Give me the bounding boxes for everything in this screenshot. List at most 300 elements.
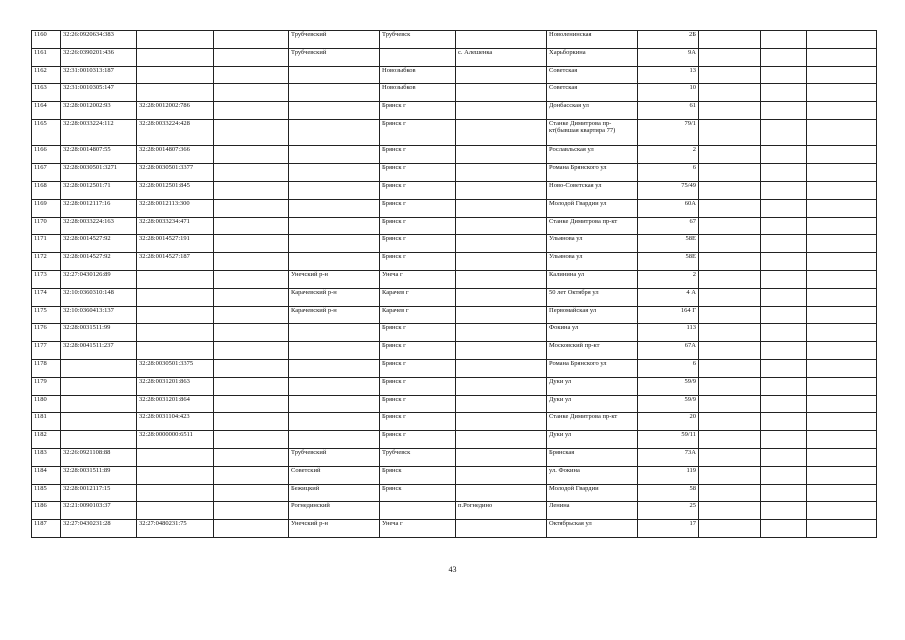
settlement-cell [456,342,547,360]
extra-cell-2 [761,164,807,182]
room-cadastral-cell [137,449,214,467]
house-number-cell: 6 [638,360,699,378]
settlement-cell [456,119,547,146]
extra-cell-3 [807,431,877,449]
room-cadastral-cell: 32:28:0031201:863 [137,377,214,395]
table-row [32,395,877,413]
table-row [32,360,877,378]
street-cell: Дуки ул [547,395,638,413]
room-cadastral-cell: 32:28:0033224:428 [137,119,214,146]
room-cadastral-cell: 32:28:0000000:6511 [137,431,214,449]
row-number-cell: 1168 [32,182,61,200]
district-cell: Трубчевский [289,48,380,66]
extra-cell-3 [807,271,877,289]
extra-cell-3 [807,288,877,306]
district-cell [289,342,380,360]
district-cell [289,360,380,378]
room-cadastral-cell [137,84,214,102]
settlement-cell [456,66,547,84]
cadastral-number-cell [61,431,137,449]
settlement-cell [456,466,547,484]
extra-cell-2 [761,102,807,120]
house-number-cell: 59/9 [638,377,699,395]
room-cadastral-cell: 32:28:0030501:3377 [137,164,214,182]
city-cell: Брянск г [380,342,456,360]
city-cell: Брянск г [380,324,456,342]
district-cell: Советский [289,466,380,484]
blank-cell [214,431,289,449]
district-cell [289,102,380,120]
extra-cell-2 [761,449,807,467]
house-number-cell: 25 [638,502,699,520]
extra-cell-2 [761,431,807,449]
city-cell: Унеча г [380,271,456,289]
extra-cell-2 [761,377,807,395]
row-number-cell: 1173 [32,271,61,289]
city-cell: Брянск г [380,360,456,378]
row-number-cell: 1182 [32,431,61,449]
settlement-cell [456,84,547,102]
blank-cell [214,306,289,324]
row-number-cell: 1178 [32,360,61,378]
extra-cell-3 [807,235,877,253]
extra-cell-2 [761,253,807,271]
street-cell: Станке Димитрова пр-кт [547,413,638,431]
extra-cell-2 [761,413,807,431]
district-cell: Рогнединский [289,502,380,520]
cadastral-number-cell: 32:26:0390201:436 [61,48,137,66]
blank-cell [214,520,289,538]
cadastral-number-cell: 32:28:0030501:3271 [61,164,137,182]
blank-cell [214,102,289,120]
street-cell: Октябрьская ул [547,520,638,538]
extra-cell-1 [699,466,761,484]
table-row [32,182,877,200]
room-cadastral-cell [137,306,214,324]
house-number-cell: 60А [638,199,699,217]
room-cadastral-cell [137,484,214,502]
city-cell: Брянск г [380,102,456,120]
city-cell: Брянск г [380,431,456,449]
settlement-cell [456,271,547,289]
settlement-cell [456,217,547,235]
extra-cell-1 [699,449,761,467]
district-cell: Трубчевский [289,31,380,49]
street-cell: Дуки ул [547,431,638,449]
house-number-cell: 17 [638,520,699,538]
settlement-cell [456,102,547,120]
settlement-cell [456,360,547,378]
table-row [32,66,877,84]
house-number-cell: 10 [638,84,699,102]
extra-cell-1 [699,66,761,84]
cadastral-number-cell: 32:28:0031511:89 [61,466,137,484]
city-cell: Брянск г [380,164,456,182]
settlement-cell [456,324,547,342]
row-number-cell: 1164 [32,102,61,120]
cadastral-number-cell: 32:28:0012117:15 [61,484,137,502]
district-cell [289,182,380,200]
table-row [32,342,877,360]
extra-cell-3 [807,342,877,360]
cadastral-number-cell [61,413,137,431]
extra-cell-3 [807,502,877,520]
extra-cell-2 [761,217,807,235]
house-number-cell: 58Е [638,253,699,271]
extra-cell-1 [699,484,761,502]
city-cell: Брянск г [380,199,456,217]
row-number-cell: 1184 [32,466,61,484]
table-row [32,146,877,164]
house-number-cell: 59/9 [638,395,699,413]
cadastral-number-cell: 32:27:0430231:28 [61,520,137,538]
extra-cell-1 [699,324,761,342]
extra-cell-1 [699,199,761,217]
row-number-cell: 1176 [32,324,61,342]
city-cell: Новозыбков [380,66,456,84]
extra-cell-2 [761,466,807,484]
cadastral-number-cell: 32:27:0430126:89 [61,271,137,289]
table-row [32,119,877,146]
district-cell [289,146,380,164]
table-row [32,449,877,467]
cadastral-number-cell [61,395,137,413]
extra-cell-2 [761,84,807,102]
street-cell: ул. Фокина [547,466,638,484]
city-cell: Брянск г [380,146,456,164]
extra-cell-3 [807,217,877,235]
city-cell: Трубчевск [380,31,456,49]
cadastral-number-cell: 32:28:0014527:92 [61,235,137,253]
table-row [32,466,877,484]
table-row [32,217,877,235]
blank-cell [214,48,289,66]
city-cell: Брянск г [380,217,456,235]
registry-table-body [32,31,877,538]
row-number-cell: 1160 [32,31,61,49]
row-number-cell: 1163 [32,84,61,102]
district-cell: Унечский р-н [289,520,380,538]
table-row [32,484,877,502]
room-cadastral-cell: 32:28:0014807:366 [137,146,214,164]
district-cell [289,119,380,146]
cadastral-number-cell: 32:28:0012117:16 [61,199,137,217]
settlement-cell [456,253,547,271]
table-row [32,164,877,182]
blank-cell [214,502,289,520]
cadastral-number-cell [61,360,137,378]
extra-cell-3 [807,360,877,378]
city-cell [380,48,456,66]
row-number-cell: 1185 [32,484,61,502]
extra-cell-1 [699,84,761,102]
registry-sheet [31,30,876,538]
street-cell: Ново-Советская ул [547,182,638,200]
extra-cell-3 [807,102,877,120]
room-cadastral-cell [137,466,214,484]
district-cell: Карачевский р-н [289,288,380,306]
cadastral-number-cell [61,377,137,395]
city-cell: Карачев г [380,288,456,306]
room-cadastral-cell [137,324,214,342]
cadastral-number-cell: 32:10:0360310:148 [61,288,137,306]
extra-cell-2 [761,502,807,520]
extra-cell-2 [761,324,807,342]
settlement-cell [456,377,547,395]
settlement-cell [456,413,547,431]
blank-cell [214,466,289,484]
extra-cell-1 [699,431,761,449]
extra-cell-2 [761,360,807,378]
extra-cell-1 [699,271,761,289]
table-row [32,288,877,306]
settlement-cell [456,199,547,217]
extra-cell-2 [761,182,807,200]
house-number-cell: 67 [638,217,699,235]
house-number-cell: 6 [638,164,699,182]
extra-cell-1 [699,146,761,164]
settlement-cell [456,288,547,306]
settlement-cell [456,31,547,49]
extra-cell-3 [807,306,877,324]
city-cell: Брянск г [380,182,456,200]
blank-cell [214,235,289,253]
city-cell: Брянск г [380,395,456,413]
settlement-cell [456,146,547,164]
district-cell [289,66,380,84]
house-number-cell: 2Б [638,31,699,49]
street-cell: Брянская [547,449,638,467]
extra-cell-2 [761,342,807,360]
house-number-cell: 13 [638,66,699,84]
extra-cell-2 [761,199,807,217]
room-cadastral-cell [137,271,214,289]
extra-cell-3 [807,66,877,84]
row-number-cell: 1169 [32,199,61,217]
extra-cell-1 [699,217,761,235]
extra-cell-1 [699,235,761,253]
row-number-cell: 1165 [32,119,61,146]
room-cadastral-cell: 32:28:0012113:300 [137,199,214,217]
extra-cell-2 [761,66,807,84]
district-cell [289,199,380,217]
extra-cell-3 [807,466,877,484]
blank-cell [214,449,289,467]
blank-cell [214,66,289,84]
city-cell: Брянск г [380,253,456,271]
extra-cell-1 [699,306,761,324]
district-cell [289,164,380,182]
extra-cell-1 [699,119,761,146]
extra-cell-1 [699,102,761,120]
registry-table [31,30,877,538]
extra-cell-3 [807,520,877,538]
house-number-cell: 164 Г [638,306,699,324]
city-cell: Брянск г [380,377,456,395]
cadastral-number-cell: 32:21:0090103:37 [61,502,137,520]
blank-cell [214,182,289,200]
district-cell [289,235,380,253]
cadastral-number-cell: 32:28:0041511:237 [61,342,137,360]
settlement-cell [456,164,547,182]
extra-cell-3 [807,449,877,467]
room-cadastral-cell: 32:28:0033234:471 [137,217,214,235]
blank-cell [214,84,289,102]
extra-cell-3 [807,146,877,164]
cadastral-number-cell: 32:28:0012501:71 [61,182,137,200]
extra-cell-2 [761,395,807,413]
extra-cell-1 [699,520,761,538]
extra-cell-2 [761,288,807,306]
street-cell: Ульянова ул [547,253,638,271]
extra-cell-2 [761,271,807,289]
district-cell [289,84,380,102]
extra-cell-1 [699,395,761,413]
district-cell: Бежицкий [289,484,380,502]
room-cadastral-cell [137,48,214,66]
blank-cell [214,377,289,395]
street-cell: Молодой Гвардии ул [547,199,638,217]
city-cell: Брянск г [380,235,456,253]
extra-cell-2 [761,31,807,49]
row-number-cell: 1186 [32,502,61,520]
table-row [32,102,877,120]
city-cell: Брянск [380,466,456,484]
house-number-cell: 4 А [638,288,699,306]
table-row [32,324,877,342]
street-cell: Фокина ул [547,324,638,342]
table-row [32,84,877,102]
extra-cell-1 [699,342,761,360]
blank-cell [214,146,289,164]
settlement-cell: п.Рогнедино [456,502,547,520]
city-cell: Унеча г [380,520,456,538]
cadastral-number-cell: 32:26:0921108:88 [61,449,137,467]
extra-cell-2 [761,306,807,324]
extra-cell-1 [699,48,761,66]
extra-cell-2 [761,235,807,253]
room-cadastral-cell [137,31,214,49]
district-cell [289,217,380,235]
street-cell: Ленина [547,502,638,520]
table-row [32,431,877,449]
cadastral-number-cell: 32:28:0014807:55 [61,146,137,164]
row-number-cell: 1172 [32,253,61,271]
street-cell: Новоленинская [547,31,638,49]
house-number-cell: 67А [638,342,699,360]
room-cadastral-cell [137,502,214,520]
street-cell: Советская [547,84,638,102]
row-number-cell: 1167 [32,164,61,182]
settlement-cell [456,235,547,253]
table-row [32,253,877,271]
extra-cell-3 [807,199,877,217]
cadastral-number-cell: 32:26:0920634:383 [61,31,137,49]
street-cell: Донбасская ул [547,102,638,120]
cadastral-number-cell: 32:31:0010313:187 [61,66,137,84]
extra-cell-1 [699,31,761,49]
blank-cell [214,342,289,360]
extra-cell-3 [807,48,877,66]
cadastral-number-cell: 32:28:0033224:112 [61,119,137,146]
room-cadastral-cell: 32:27:0480231:75 [137,520,214,538]
district-cell [289,431,380,449]
settlement-cell [456,431,547,449]
street-cell: Рославльская ул [547,146,638,164]
cadastral-number-cell: 32:28:0031511:99 [61,324,137,342]
blank-cell [214,484,289,502]
row-number-cell: 1171 [32,235,61,253]
street-cell: Станке Димитрова пр-кт [547,217,638,235]
settlement-cell [456,395,547,413]
city-cell: Новозыбков [380,84,456,102]
house-number-cell: 2 [638,271,699,289]
extra-cell-3 [807,31,877,49]
district-cell [289,395,380,413]
house-number-cell: 20 [638,413,699,431]
row-number-cell: 1175 [32,306,61,324]
row-number-cell: 1174 [32,288,61,306]
street-cell: Дуки ул [547,377,638,395]
extra-cell-1 [699,288,761,306]
district-cell: Карачевский р-н [289,306,380,324]
house-number-cell: 75/49 [638,182,699,200]
table-row [32,48,877,66]
cadastral-number-cell: 32:28:0033224:163 [61,217,137,235]
extra-cell-3 [807,395,877,413]
table-row [32,306,877,324]
house-number-cell: 119 [638,466,699,484]
extra-cell-1 [699,253,761,271]
district-cell [289,413,380,431]
street-cell: 50 лет Октября ул [547,288,638,306]
city-cell: Брянск г [380,119,456,146]
house-number-cell: 113 [638,324,699,342]
blank-cell [214,413,289,431]
settlement-cell [456,449,547,467]
row-number-cell: 1183 [32,449,61,467]
extra-cell-3 [807,324,877,342]
city-cell: Трубчевск [380,449,456,467]
district-cell: Унечский р-н [289,271,380,289]
extra-cell-3 [807,484,877,502]
settlement-cell [456,182,547,200]
house-number-cell: 61 [638,102,699,120]
extra-cell-1 [699,360,761,378]
row-number-cell: 1161 [32,48,61,66]
settlement-cell [456,306,547,324]
extra-cell-3 [807,84,877,102]
room-cadastral-cell: 32:28:0031104:423 [137,413,214,431]
row-number-cell: 1170 [32,217,61,235]
room-cadastral-cell: 32:28:0014527:187 [137,253,214,271]
street-cell: Молодой Гвардии [547,484,638,502]
house-number-cell: 58 [638,484,699,502]
room-cadastral-cell [137,288,214,306]
blank-cell [214,253,289,271]
blank-cell [214,164,289,182]
cadastral-number-cell: 32:28:0014527:92 [61,253,137,271]
extra-cell-3 [807,413,877,431]
house-number-cell: 79/1 [638,119,699,146]
blank-cell [214,119,289,146]
street-cell: Романа Брянского ул [547,360,638,378]
room-cadastral-cell: 32:28:0012002:786 [137,102,214,120]
row-number-cell: 1180 [32,395,61,413]
table-row [32,377,877,395]
extra-cell-1 [699,182,761,200]
extra-cell-2 [761,48,807,66]
